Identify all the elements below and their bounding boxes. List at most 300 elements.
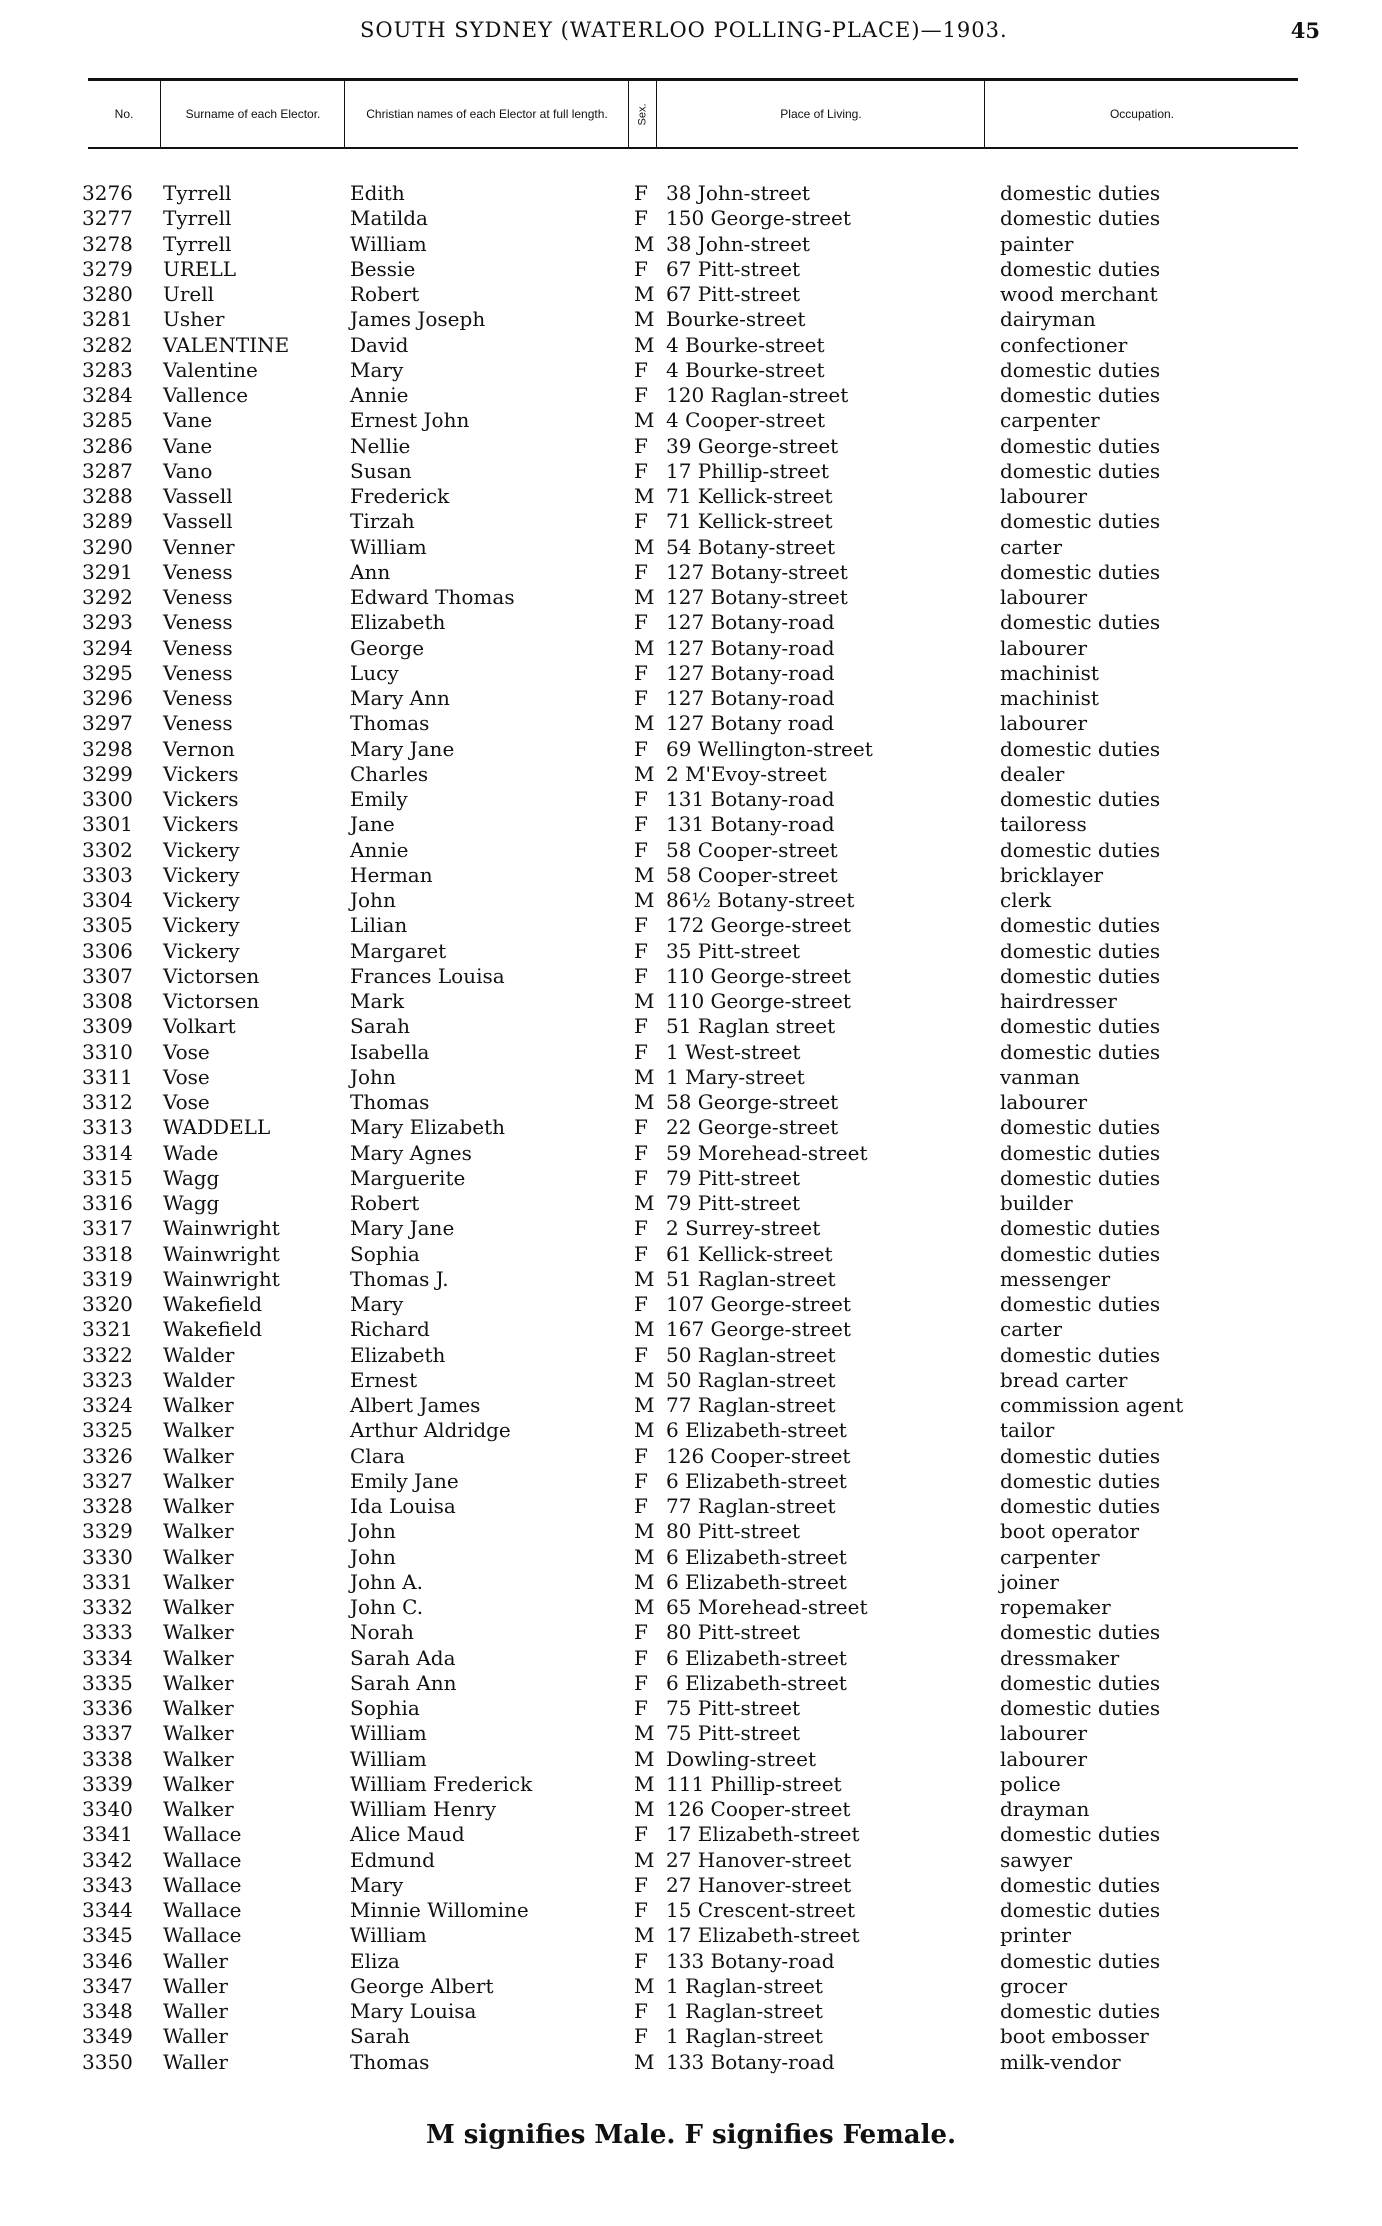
elector-christian-names: Richard (350, 1317, 430, 1342)
elector-occupation: domestic duties (1000, 938, 1161, 963)
elector-surname: Vallence (163, 383, 249, 407)
elector-christian-names: Frederick (350, 484, 450, 508)
elector-surname: Tyrrell (163, 181, 232, 205)
elector-number: 3305 (82, 913, 133, 938)
elector-surname: Vassell (163, 484, 233, 508)
elector-christian-names: Tirzah (350, 509, 415, 534)
elector-place: 77 Raglan-street (666, 1494, 836, 1518)
elector-occupation: domestic duties (1000, 1822, 1161, 1847)
elector-sex: M (634, 1519, 655, 1544)
elector-occupation: domestic duties (1000, 1468, 1161, 1493)
elector-number: 3319 (82, 1266, 133, 1291)
table-row (0, 1191, 1382, 1216)
elector-surname: Walker (163, 1645, 234, 1670)
elector-surname: Wagg (163, 1165, 220, 1190)
elector-christian-names: Edmund (350, 1847, 435, 1872)
elector-number: 3348 (82, 1999, 133, 2023)
elector-occupation: labourer (1000, 484, 1088, 508)
elector-number: 3333 (82, 1620, 133, 1645)
elector-place: 80 Pitt-street (666, 1620, 801, 1645)
elector-place: 167 George-street (666, 1317, 851, 1342)
elector-christian-names: Robert (350, 282, 420, 306)
elector-number: 3307 (82, 963, 133, 988)
elector-number: 3330 (82, 1544, 133, 1569)
elector-surname: Venner (163, 534, 235, 559)
elector-christian-names: Robert (350, 1191, 420, 1215)
elector-christian-names: Herman (350, 862, 433, 887)
elector-sex: F (634, 559, 648, 584)
elector-sex: F (634, 1898, 648, 1922)
sex-legend-note: M signifies Male. F signifies Female. (425, 2120, 957, 2150)
elector-sex: F (634, 206, 648, 231)
elector-sex: M (634, 1595, 655, 1619)
elector-surname: Vickers (163, 787, 239, 811)
elector-place: 110 George-street (666, 963, 851, 988)
elector-place: 58 George-street (666, 1090, 839, 1114)
elector-place: Dowling-street (666, 1746, 816, 1771)
elector-occupation: domestic duties (1000, 357, 1161, 382)
elector-occupation: boot operator (1000, 1519, 1140, 1544)
elector-christian-names: David (350, 332, 409, 357)
elector-sex: M (634, 1923, 655, 1948)
elector-number: 3297 (82, 711, 133, 736)
table-row (0, 762, 1382, 787)
elector-occupation: joiner (1000, 1569, 1059, 1594)
elector-occupation: domestic duties (1000, 509, 1161, 534)
electors-list (0, 181, 1382, 2075)
elector-number: 3321 (82, 1317, 133, 1342)
table-row (0, 535, 1382, 560)
elector-place: 127 Botany-road (666, 686, 835, 710)
elector-place: 4 Cooper-street (666, 408, 825, 433)
table-row (0, 661, 1382, 686)
elector-place: 127 Botany-road (666, 660, 835, 685)
elector-place: 17 Elizabeth-street (666, 1822, 860, 1847)
elector-sex: M (634, 1847, 655, 1872)
elector-christian-names: Annie (350, 383, 409, 407)
elector-number: 3294 (82, 635, 133, 660)
elector-place: 131 Botany-road (666, 787, 835, 811)
elector-occupation: domestic duties (1000, 963, 1161, 988)
elector-number: 3295 (82, 660, 133, 685)
table-row (0, 1595, 1382, 1620)
elector-surname: Wallace (163, 1923, 242, 1948)
elector-surname: Veness (163, 610, 233, 635)
elector-place: 27 Hanover-street (666, 1847, 852, 1872)
elector-surname: Vose (163, 1064, 210, 1089)
elector-surname: Wainwright (163, 1266, 280, 1291)
elector-place: 127 Botany-road (666, 635, 835, 660)
elector-surname: Waller (163, 2024, 228, 2049)
elector-sex: M (634, 332, 655, 357)
elector-number: 3308 (82, 989, 133, 1013)
elector-surname: Volkart (163, 1014, 236, 1039)
elector-occupation: police (1000, 1771, 1061, 1796)
elector-sex: F (634, 1696, 648, 1720)
table-row (0, 1696, 1382, 1721)
elector-christian-names: Minnie Willomine (350, 1898, 529, 1922)
table-row (0, 1545, 1382, 1570)
elector-occupation: domestic duties (1000, 1898, 1161, 1922)
elector-christian-names: Matilda (350, 206, 428, 231)
elector-occupation: domestic duties (1000, 458, 1161, 483)
elector-place: 6 Elizabeth-street (666, 1670, 847, 1695)
elector-occupation: confectioner (1000, 332, 1128, 357)
elector-place: 127 Botany-street (666, 559, 848, 584)
elector-place: 127 Botany road (666, 711, 835, 736)
table-row (0, 307, 1382, 332)
table-row (0, 1721, 1382, 1746)
elector-number: 3331 (82, 1569, 133, 1594)
elector-surname: Vickery (163, 938, 240, 963)
elector-sex: F (634, 433, 648, 458)
table-row (0, 232, 1382, 257)
elector-surname: Waller (163, 1973, 228, 1998)
elector-surname: Victorsen (163, 963, 260, 988)
elector-surname: Wakefield (163, 1317, 263, 1342)
elector-number: 3288 (82, 484, 133, 508)
elector-surname: Walker (163, 1771, 234, 1796)
elector-number: 3340 (82, 1797, 133, 1821)
elector-number: 3303 (82, 862, 133, 887)
elector-surname: VALENTINE (163, 332, 290, 357)
elector-christian-names: Norah (350, 1620, 414, 1645)
elector-sex: M (634, 1317, 655, 1342)
table-row (0, 1166, 1382, 1191)
elector-christian-names: Charles (350, 761, 429, 786)
elector-occupation: milk-vendor (1000, 2049, 1121, 2074)
table-row (0, 484, 1382, 509)
elector-place: 67 Pitt-street (666, 282, 801, 306)
elector-surname: Veness (163, 559, 233, 584)
elector-number: 3290 (82, 534, 133, 559)
elector-place: 17 Phillip-street (666, 458, 829, 483)
elector-sex: F (634, 357, 648, 382)
elector-sex: F (634, 736, 648, 761)
elector-occupation: domestic duties (1000, 736, 1161, 761)
elector-place: 59 Morehead-street (666, 1140, 868, 1165)
elector-place: 150 George-street (666, 206, 851, 231)
elector-christian-names: Edward Thomas (350, 585, 515, 609)
elector-christian-names: Frances Louisa (350, 963, 505, 988)
table-row (0, 459, 1382, 484)
elector-sex: F (634, 1039, 648, 1064)
elector-occupation: printer (1000, 1923, 1072, 1948)
elector-place: 6 Elizabeth-street (666, 1645, 847, 1670)
elector-occupation: domestic duties (1000, 1494, 1161, 1518)
elector-sex: M (634, 231, 655, 256)
elector-sex: F (634, 1620, 648, 1645)
elector-number: 3299 (82, 761, 133, 786)
elector-christian-names: Mary Jane (350, 1216, 455, 1241)
elector-christian-names: Elizabeth (350, 610, 446, 635)
elector-christian-names: Ida Louisa (350, 1494, 456, 1518)
elector-number: 3318 (82, 1241, 133, 1266)
elector-number: 3343 (82, 1872, 133, 1897)
elector-number: 3325 (82, 1418, 133, 1443)
elector-christian-names: Mary Elizabeth (350, 1115, 506, 1140)
table-row (0, 1747, 1382, 1772)
elector-occupation: machinist (1000, 660, 1099, 685)
elector-occupation: vanman (1000, 1064, 1080, 1089)
elector-sex: M (634, 862, 655, 887)
elector-occupation: sawyer (1000, 1847, 1073, 1872)
elector-surname: Vickery (163, 862, 240, 887)
elector-sex: F (634, 509, 648, 534)
elector-christian-names: Lucy (350, 660, 399, 685)
elector-place: 133 Botany-road (666, 1948, 835, 1973)
elector-surname: Vane (163, 433, 213, 458)
elector-christian-names: William (350, 534, 427, 559)
table-row (0, 1923, 1382, 1948)
elector-number: 3285 (82, 408, 133, 433)
elector-place: 27 Hanover-street (666, 1872, 852, 1897)
elector-number: 3314 (82, 1140, 133, 1165)
elector-place: Bourke-street (666, 307, 806, 332)
elector-surname: Walker (163, 1468, 234, 1493)
elector-sex: F (634, 610, 648, 635)
table-row (0, 787, 1382, 812)
elector-sex: F (634, 1670, 648, 1695)
elector-surname: Walker (163, 1519, 234, 1544)
elector-sex: M (634, 1393, 655, 1417)
elector-number: 3292 (82, 585, 133, 609)
elector-christian-names: Thomas J. (350, 1266, 449, 1291)
elector-number: 3328 (82, 1494, 133, 1518)
table-row (0, 206, 1382, 231)
elector-number: 3310 (82, 1039, 133, 1064)
elector-occupation: carter (1000, 534, 1063, 559)
elector-place: 107 George-street (666, 1292, 851, 1316)
elector-christian-names: Arthur Aldridge (350, 1418, 511, 1443)
elector-place: 75 Pitt-street (666, 1696, 801, 1720)
elector-surname: WADDELL (163, 1115, 271, 1140)
elector-christian-names: Mary (350, 357, 404, 382)
elector-number: 3338 (82, 1746, 133, 1771)
elector-place: 133 Botany-road (666, 2049, 835, 2074)
elector-place: 6 Elizabeth-street (666, 1468, 847, 1493)
elector-christian-names: Thomas (350, 1090, 430, 1114)
elector-surname: Vose (163, 1090, 210, 1114)
elector-occupation: machinist (1000, 686, 1099, 710)
elector-place: 131 Botany-road (666, 812, 835, 837)
column-header-row (88, 78, 1298, 149)
elector-number: 3341 (82, 1822, 133, 1847)
elector-number: 3316 (82, 1191, 133, 1215)
elector-surname: Walker (163, 1696, 234, 1720)
elector-number: 3332 (82, 1595, 133, 1619)
elector-christian-names: Ernest (350, 1367, 418, 1392)
elector-sex: M (634, 761, 655, 786)
elector-christian-names: Isabella (350, 1039, 430, 1064)
elector-christian-names: Mary Jane (350, 736, 455, 761)
elector-occupation: labourer (1000, 1746, 1088, 1771)
elector-place: 6 Elizabeth-street (666, 1569, 847, 1594)
elector-christian-names: Mary Agnes (350, 1140, 472, 1165)
elector-surname: Waller (163, 2049, 228, 2074)
elector-occupation: domestic duties (1000, 383, 1161, 407)
elector-christian-names: Mark (350, 989, 405, 1013)
elector-occupation: labourer (1000, 1090, 1088, 1114)
elector-place: 38 John-street (666, 181, 810, 205)
elector-place: 6 Elizabeth-street (666, 1418, 847, 1443)
elector-sex: M (634, 1064, 655, 1089)
elector-occupation: domestic duties (1000, 1872, 1161, 1897)
elector-surname: Wagg (163, 1191, 220, 1215)
elector-occupation: labourer (1000, 585, 1088, 609)
elector-number: 3306 (82, 938, 133, 963)
elector-number: 3322 (82, 1342, 133, 1367)
table-row (0, 1267, 1382, 1292)
table-row (0, 1014, 1382, 1039)
table-row (0, 989, 1382, 1014)
elector-number: 3339 (82, 1771, 133, 1796)
page-number: 45 (1290, 18, 1320, 43)
elector-number: 3291 (82, 559, 133, 584)
elector-place: 4 Bourke-street (666, 357, 825, 382)
elector-number: 3309 (82, 1014, 133, 1039)
elector-christian-names: Sophia (350, 1241, 420, 1266)
elector-place: 110 George-street (666, 989, 851, 1013)
elector-christian-names: John C. (350, 1595, 424, 1619)
elector-number: 3296 (82, 686, 133, 710)
elector-occupation: ropemaker (1000, 1595, 1111, 1619)
elector-sex: F (634, 1342, 648, 1367)
elector-occupation: domestic duties (1000, 1216, 1161, 1241)
elector-christian-names: William (350, 231, 427, 256)
table-row (0, 913, 1382, 938)
table-row (0, 1444, 1382, 1469)
table-row (0, 2050, 1382, 2075)
column-header-place: Place of Living. (656, 81, 985, 147)
elector-place: 61 Kellick-street (666, 1241, 833, 1266)
table-row (0, 383, 1382, 408)
elector-surname: Vose (163, 1039, 210, 1064)
elector-surname: Walker (163, 1418, 234, 1443)
elector-surname: Veness (163, 585, 233, 609)
elector-number: 3278 (82, 231, 133, 256)
table-row (0, 1393, 1382, 1418)
elector-surname: Walder (163, 1367, 235, 1392)
elector-christian-names: William Frederick (350, 1771, 533, 1796)
elector-surname: Waller (163, 1999, 228, 2023)
elector-surname: Vernon (163, 736, 235, 761)
table-row (0, 282, 1382, 307)
table-row (0, 560, 1382, 585)
elector-number: 3336 (82, 1696, 133, 1720)
elector-sex: F (634, 1216, 648, 1241)
elector-christian-names: William (350, 1923, 427, 1948)
elector-number: 3346 (82, 1948, 133, 1973)
elector-sex: M (634, 1367, 655, 1392)
elector-sex: F (634, 1468, 648, 1493)
elector-christian-names: Thomas (350, 711, 430, 736)
elector-sex: M (634, 534, 655, 559)
elector-number: 3302 (82, 837, 133, 862)
elector-christian-names: John (350, 1519, 396, 1544)
table-row (0, 939, 1382, 964)
elector-surname: Veness (163, 660, 233, 685)
elector-place: 127 Botany-road (666, 610, 835, 635)
elector-sex: F (634, 1645, 648, 1670)
elector-occupation: drayman (1000, 1797, 1090, 1821)
table-row (0, 1848, 1382, 1873)
elector-sex: F (634, 1494, 648, 1518)
table-row (0, 636, 1382, 661)
elector-surname: Walker (163, 1494, 234, 1518)
elector-sex: F (634, 938, 648, 963)
table-row (0, 888, 1382, 913)
elector-christian-names: Nellie (350, 433, 411, 458)
column-header-no: No. (114, 106, 134, 121)
elector-occupation: domestic duties (1000, 837, 1161, 862)
table-row (0, 711, 1382, 736)
elector-place: 79 Pitt-street (666, 1191, 801, 1215)
table-row (0, 863, 1382, 888)
table-row (0, 1368, 1382, 1393)
table-row (0, 1797, 1382, 1822)
elector-surname: Walker (163, 1569, 234, 1594)
elector-occupation: domestic duties (1000, 1014, 1161, 1039)
column-header-occupation: Occupation. (984, 81, 1299, 147)
elector-place: 6 Elizabeth-street (666, 1544, 847, 1569)
table-row (0, 358, 1382, 383)
elector-sex: F (634, 458, 648, 483)
elector-surname: Wallace (163, 1822, 242, 1847)
column-header-sex (628, 81, 657, 147)
elector-surname: Walder (163, 1342, 235, 1367)
elector-surname: Urell (163, 282, 215, 306)
elector-number: 3350 (82, 2049, 133, 2074)
elector-occupation: domestic duties (1000, 1342, 1161, 1367)
elector-sex: M (634, 484, 655, 508)
elector-number: 3317 (82, 1216, 133, 1241)
elector-christian-names: Elizabeth (350, 1342, 446, 1367)
elector-surname: Walker (163, 1620, 234, 1645)
table-row (0, 1343, 1382, 1368)
elector-sex: M (634, 585, 655, 609)
elector-number: 3345 (82, 1923, 133, 1948)
elector-sex: F (634, 812, 648, 837)
elector-place: 1 Raglan-street (666, 2024, 823, 2049)
elector-christian-names: George (350, 635, 425, 660)
elector-christian-names: John A. (350, 1569, 423, 1594)
table-row (0, 1494, 1382, 1519)
table-row (0, 1292, 1382, 1317)
elector-christian-names: Alice Maud (350, 1822, 465, 1847)
elector-occupation: clerk (1000, 888, 1052, 912)
elector-number: 3320 (82, 1292, 133, 1316)
elector-place: 79 Pitt-street (666, 1165, 801, 1190)
elector-place: 75 Pitt-street (666, 1721, 801, 1746)
elector-surname: Wallace (163, 1872, 242, 1897)
table-row (0, 812, 1382, 837)
elector-sex: F (634, 660, 648, 685)
elector-occupation: domestic duties (1000, 181, 1161, 205)
elector-sex: F (634, 1140, 648, 1165)
elector-place: 51 Raglan-street (666, 1266, 836, 1291)
elector-sex: M (634, 711, 655, 736)
elector-number: 3313 (82, 1115, 133, 1140)
elector-occupation: carter (1000, 1317, 1063, 1342)
elector-sex: F (634, 181, 648, 205)
table-row (0, 1620, 1382, 1645)
elector-place: 50 Raglan-street (666, 1367, 836, 1392)
elector-sex: F (634, 1014, 648, 1039)
elector-place: 2 Surrey-street (666, 1216, 821, 1241)
elector-christian-names: John (350, 1544, 396, 1569)
elector-christian-names: Bessie (350, 256, 416, 281)
